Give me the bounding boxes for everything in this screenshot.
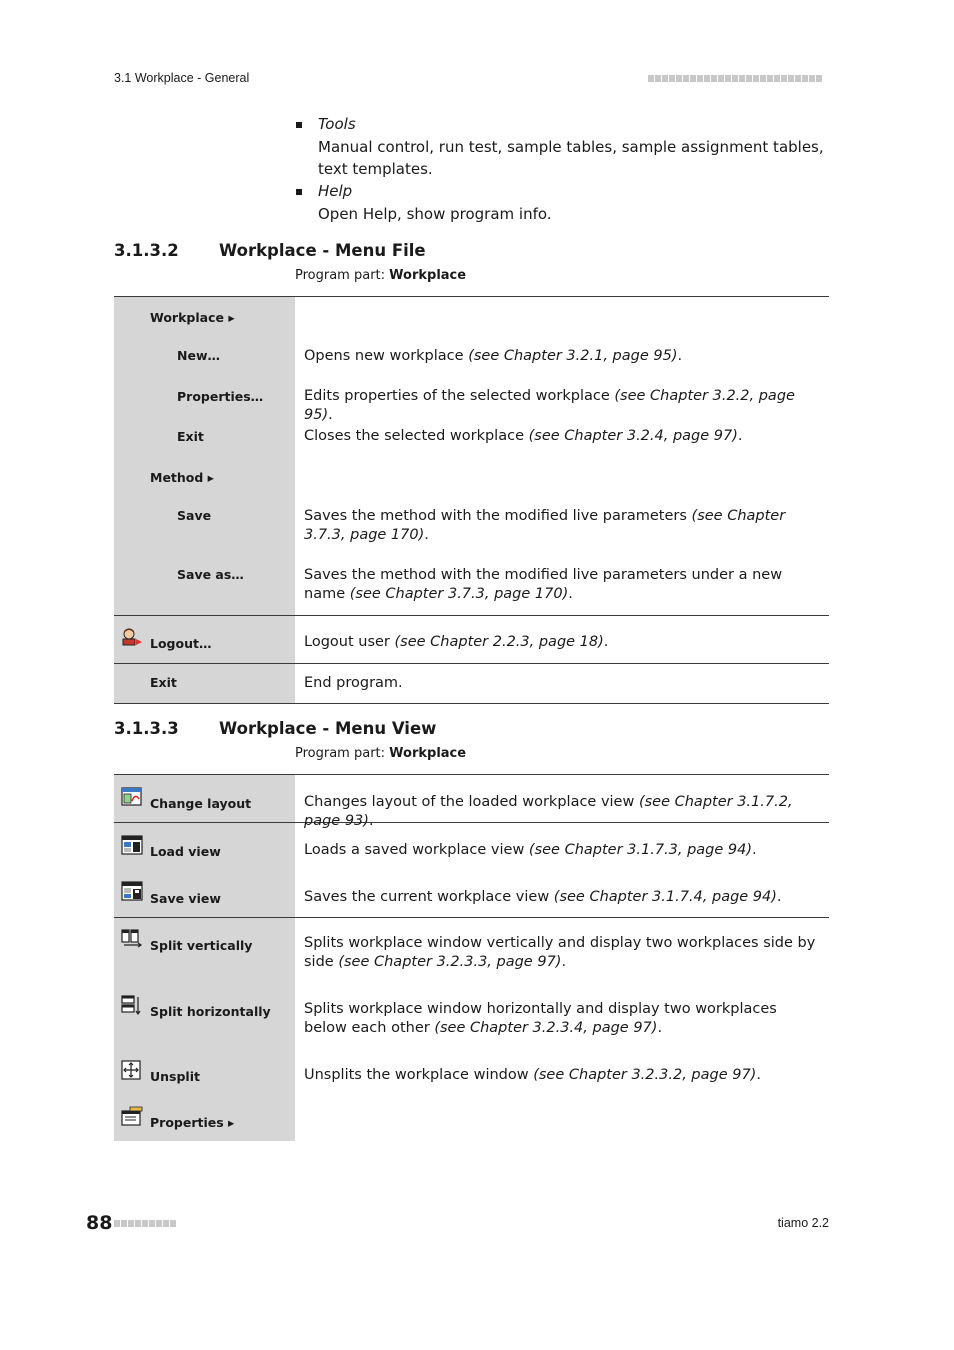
menu-save-as[interactable]: Save as… <box>177 567 244 582</box>
desc-properties: Edits properties of the selected workplace (see Chapter 3.2.2, page 95). <box>304 388 795 423</box>
desc-change-layout: Changes layout of the loaded workplace view (see Chapter 3.1.7.2, page 93). <box>304 794 793 829</box>
properties-icon <box>121 1106 143 1126</box>
desc-unsplit: Unsplits the workplace window (see Chapter 3.2.3.2, page 97). <box>304 1067 761 1083</box>
desc-split-horizontally: Splits workplace window horizontally and display two workplaces below each other (see Chapter 3.2.3.4, page 97). <box>304 1001 777 1036</box>
desc-save-view: Saves the current workplace view (see Chapter 3.1.7.4, page 94). <box>304 889 782 905</box>
change-layout-icon <box>121 787 143 807</box>
desc-save: Saves the method with the modified live parameters (see Chapter 3.7.3, page 170). <box>304 508 786 543</box>
bullet-text-tools: Manual control, run test, sample tables, sample assignment tables, text templates. <box>318 138 824 178</box>
desc-split-vertically: Splits workplace window vertically and display two workplaces side by side (see Chapter 3.2.3.3, page 97). <box>304 935 816 970</box>
split-horizontally-icon <box>121 995 143 1015</box>
menu-exit[interactable]: Exit <box>177 429 204 444</box>
menu-method[interactable]: Method ▸ <box>150 470 214 485</box>
desc-exit: Closes the selected workplace (see Chapter 3.2.4, page 97). <box>304 428 743 444</box>
footer-decoration <box>114 1220 176 1227</box>
menu-properties[interactable]: Properties… <box>177 389 264 404</box>
user-logout-icon <box>121 627 143 647</box>
bullet-marker <box>296 122 302 128</box>
menu-new[interactable]: New… <box>177 348 220 363</box>
unsplit-icon <box>121 1060 143 1080</box>
menu-unsplit[interactable]: Unsplit <box>150 1069 200 1084</box>
desc-new: Opens new workplace (see Chapter 3.2.1, page 95). <box>304 348 683 364</box>
header-decoration <box>648 75 822 82</box>
split-vertically-icon <box>121 929 143 949</box>
bullet-title-help: Help <box>318 182 353 200</box>
menu-column <box>114 775 295 1141</box>
section-title: Workplace - Menu View <box>219 719 437 738</box>
running-header: 3.1 Workplace - General <box>114 71 250 85</box>
bullet-marker <box>296 189 302 195</box>
product-name: tiamo 2.2 <box>777 1216 829 1230</box>
menu-split-horizontally[interactable]: Split horizontally <box>150 1004 271 1019</box>
menu-exit-program[interactable]: Exit <box>150 675 177 690</box>
load-view-icon <box>121 835 143 855</box>
menu-workplace[interactable]: Workplace ▸ <box>150 310 235 325</box>
menu-load-view[interactable]: Load view <box>150 844 221 859</box>
save-view-icon <box>121 881 143 901</box>
section-title: Workplace - Menu File <box>219 241 426 260</box>
desc-exit-program: End program. <box>304 675 403 691</box>
program-part: Program part: Workplace <box>295 268 467 283</box>
menu-change-layout[interactable]: Change layout <box>150 796 252 811</box>
program-part: Program part: Workplace <box>295 746 467 761</box>
page-number: 88 <box>86 1212 113 1234</box>
section-number: 3.1.3.3 <box>114 719 179 738</box>
menu-split-vertically[interactable]: Split vertically <box>150 938 253 953</box>
menu-properties-view[interactable]: Properties ▸ <box>150 1115 235 1130</box>
menu-save[interactable]: Save <box>177 508 212 523</box>
menu-save-view[interactable]: Save view <box>150 891 221 906</box>
bullet-title-tools: Tools <box>318 115 356 133</box>
bullet-text-help: Open Help, show program info. <box>318 205 552 223</box>
desc-logout: Logout user (see Chapter 2.2.3, page 18). <box>304 634 609 650</box>
menu-logout[interactable]: Logout… <box>150 636 212 651</box>
desc-save-as: Saves the method with the modified live parameters under a new name (see Chapter 3.7.3, page 170). <box>304 567 783 602</box>
desc-load-view: Loads a saved workplace view (see Chapter 3.1.7.3, page 94). <box>304 842 757 858</box>
section-number: 3.1.3.2 <box>114 241 179 260</box>
